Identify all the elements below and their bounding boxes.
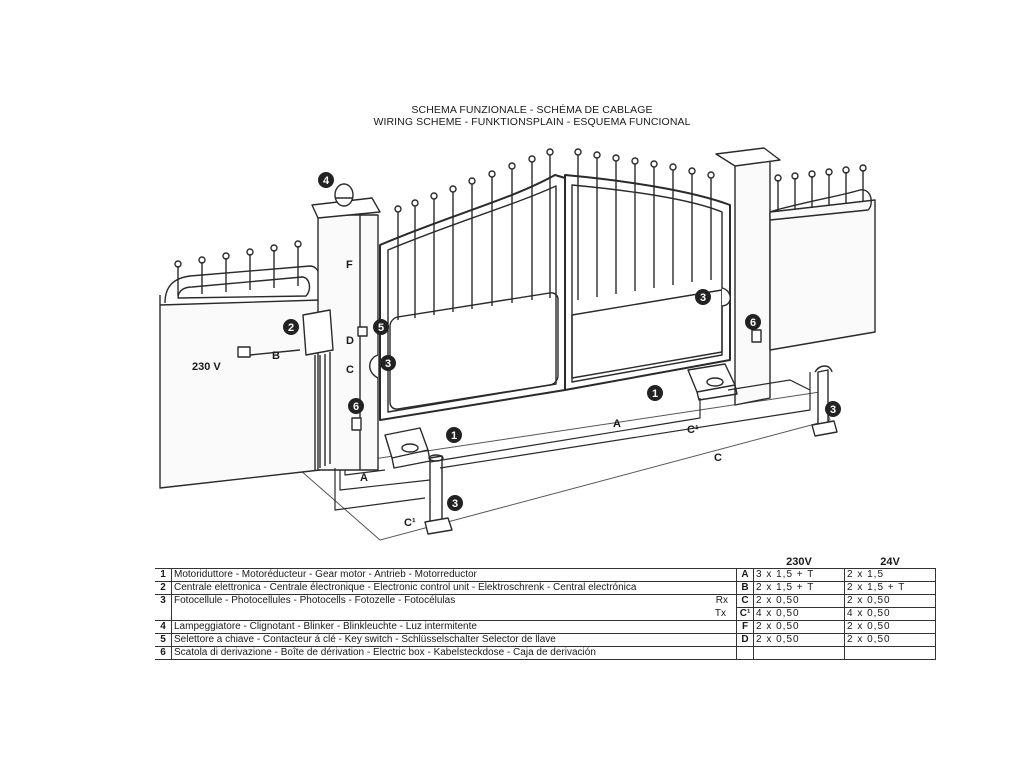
- label-c-lower: C: [714, 452, 722, 464]
- svg-text:6: 6: [352, 401, 360, 413]
- legend-row: 3 Fotocellule - Photocellules - Photocells - Fotozelle - Fotocélulas Rx C 2 x 0,50 2 x 0,50: [155, 595, 936, 608]
- label-c-upper: C: [346, 364, 354, 376]
- left-gate-leaf: [377, 149, 565, 420]
- callout-3-right-pillar: [695, 289, 711, 305]
- label-c1-left: C¹: [404, 517, 416, 529]
- svg-text:3: 3: [829, 404, 837, 416]
- junction-box-right: [752, 330, 761, 342]
- left-wall: [160, 241, 322, 488]
- svg-text:3: 3: [451, 498, 459, 510]
- header-24v: 24V: [880, 556, 900, 568]
- callout-3-left-post: [447, 495, 463, 511]
- supply-breaker: [238, 347, 250, 357]
- tx-label: Tx: [172, 608, 737, 621]
- callout-3-left-pillar: [380, 355, 396, 371]
- photocell-post-right: [812, 366, 837, 436]
- legend-row: 5 Selettore a chiave - Contacteur á clé - Key switch - Schlüsselschalter Selector de llave D 2 x 0,50 2 x 0,50: [155, 634, 936, 647]
- legend-row: 6 Scatola di derivazione - Boîte de dérivation - Electric box - Kabelsteckdose - Caja de derivación: [155, 647, 936, 660]
- label-f: F: [346, 259, 353, 271]
- title-line-1: SCHEMA FUNZIONALE - SCHÉMA DE CABLAGE: [411, 104, 653, 116]
- legend-table: [155, 556, 936, 660]
- callout-6-left: [348, 398, 364, 414]
- svg-text:3: 3: [699, 292, 707, 304]
- svg-text:5: 5: [377, 322, 385, 334]
- label-a-left: A: [360, 472, 368, 484]
- callout-6-right: [745, 314, 761, 330]
- junction-box-left: [352, 418, 361, 430]
- svg-text:1: 1: [450, 430, 458, 442]
- label-b: B: [272, 350, 280, 362]
- callout-1-right: [647, 385, 663, 401]
- callout-5: [373, 319, 389, 335]
- key-switch: [358, 327, 367, 336]
- callout-3-right-post: [825, 401, 841, 417]
- legend-row: 2 Centrale elettronica - Centrale électronique - Electronic control unit - Elektroschrenk - Central electrónica B 2 x 1,5 + T 2 x 1,5 + T: [155, 582, 936, 595]
- legend-row: 1 Motoriduttore - Motoréducteur - Gear motor - Antrieb - Motorreductor A 3 x 1,5 + T 2 x 1,5: [155, 569, 936, 582]
- header-230v: 230V: [786, 556, 812, 568]
- svg-text:1: 1: [651, 388, 659, 400]
- left-gear-motor: [385, 428, 430, 468]
- label-d: D: [346, 335, 354, 347]
- callout-2: [283, 319, 299, 335]
- label-c1-right: C¹: [687, 424, 699, 436]
- svg-text:2: 2: [287, 322, 295, 334]
- legend-row: Tx C¹ 4 x 0,50 4 x 0,50: [155, 608, 936, 621]
- callout-1-left: [446, 427, 462, 443]
- title-line-2: WIRING SCHEME - FUNKTIONSPLAIN - ESQUEMA FUNCIONAL: [373, 116, 691, 128]
- svg-text:6: 6: [749, 317, 757, 329]
- right-gear-motor: [688, 364, 737, 400]
- legend-row: 4 Lampeggiatore - Clignotant - Blinker - Blinkleuchte - Luz intermitente F 2 x 0,50 2 x 0,50: [155, 621, 936, 634]
- blinker-lamp: [335, 184, 353, 206]
- label-a-right: A: [613, 418, 621, 430]
- right-wall: [770, 165, 875, 350]
- svg-text:3: 3: [384, 358, 392, 370]
- rx-label: Rx: [715, 595, 728, 607]
- right-gate-leaf: [565, 149, 730, 390]
- svg-text:4: 4: [322, 175, 330, 187]
- label-230v: 230 V: [192, 361, 221, 373]
- callout-4: [318, 172, 334, 188]
